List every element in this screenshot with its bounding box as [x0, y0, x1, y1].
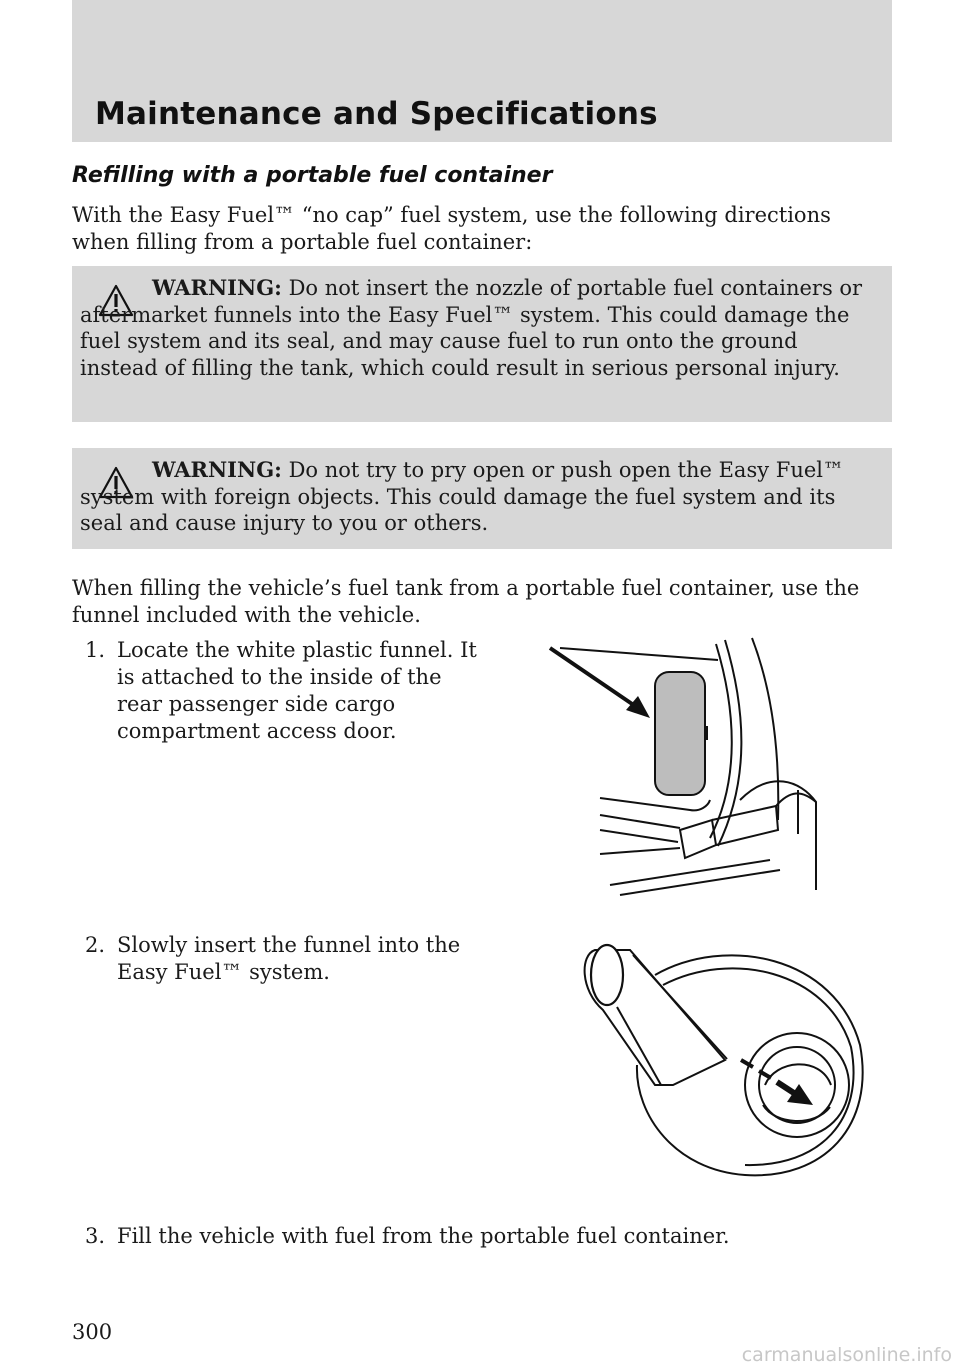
funnel-location-illustration — [540, 630, 840, 900]
watermark-link[interactable]: carmanualsonline.info — [741, 1344, 952, 1366]
warning-text-2 — [80, 457, 876, 537]
intro-paragraph: With the Easy Fuel™ “no cap” fuel system, use the following directions when filling from a portable fuel container: — [72, 203, 831, 254]
warning-body: Do not try to pry open or push open the Easy Fuel™ system with foreign objects. This could damage the fuel system and its seal and cause injury to you or others. — [80, 458, 845, 535]
step-text: Slowly insert the funnel into the Easy Fuel™ system. — [117, 933, 461, 984]
body-paragraph: When filling the vehicle’s fuel tank from a portable fuel container, use the funnel included with the vehicle. — [72, 576, 860, 627]
page-number: 300 — [72, 1320, 113, 1344]
page-title: Maintenance and Specifications — [95, 96, 658, 132]
warning-label: WARNING: — [152, 457, 282, 482]
step-number: 1. — [85, 638, 106, 662]
step-number: 2. — [85, 933, 106, 957]
section-heading: Refilling with a portable fuel container — [72, 163, 553, 188]
step-text: Fill the vehicle with fuel from the portable fuel container. — [117, 1224, 730, 1248]
step-text: Locate the white plastic funnel. It is attached to the inside of the rear passenger side cargo compartment access door. — [117, 638, 477, 743]
warning-body: Do not insert the nozzle of portable fuel containers or aftermarket funnels into the Easy Fuel™ system. This could damage the fuel system and its seal, and may cause fuel to run onto the ground instead of filling the tank, which could result in serious personal injury. — [80, 276, 863, 380]
funnel-insert-illustration — [575, 935, 875, 1190]
step-number: 3. — [85, 1224, 106, 1248]
warning-box-1 — [72, 266, 892, 422]
warning-box-2 — [72, 448, 892, 549]
warning-text-1 — [80, 275, 876, 381]
warning-label: WARNING: — [152, 275, 282, 300]
